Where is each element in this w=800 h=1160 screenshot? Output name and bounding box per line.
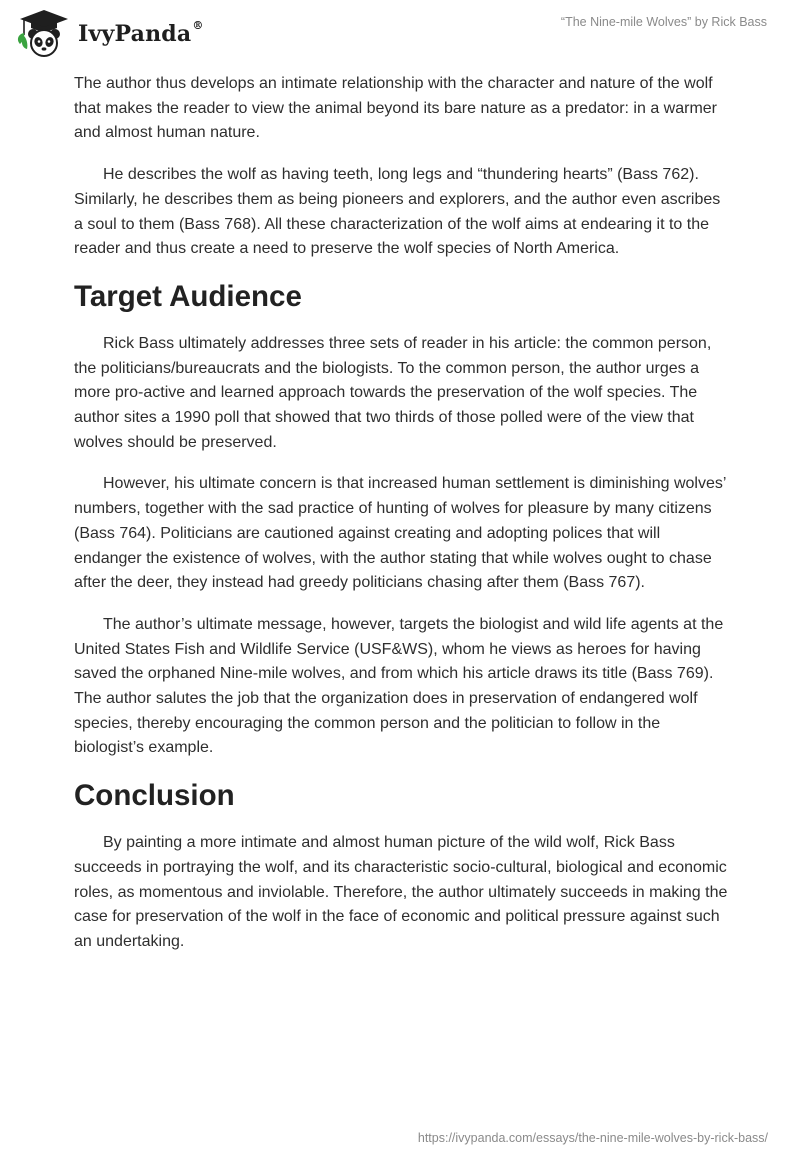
brand-name-text: IvyPanda bbox=[78, 21, 192, 47]
source-url[interactable]: https://ivypanda.com/essays/the-nine-mile-wolves-by-rick-bass/ bbox=[417, 1131, 768, 1145]
section-heading-target-audience: Target Audience bbox=[74, 279, 302, 313]
brand-name bbox=[78, 21, 204, 47]
panda-graduation-cap-icon bbox=[14, 8, 74, 60]
paragraph: However, his ultimate concern is that increased human settlement is diminishing wolves’ numbers, together with the sad practice of hunting of wolves for pleasure by many citizens (Bass 764). Politicians are cautioned against creating and adopting polices that will endanger the existence of wolves, with the author stating that while wolves ought to chase after the deer, they instead had greedy politicians chasing after them (Bass 767). bbox=[74, 475, 726, 592]
paragraph: Rick Bass ultimately addresses three sets of reader in his article: the common person, the politicians/bureaucrats and the biologists. To the common person, the author urges a more pro-active and learned approach towards the preservation of the wolf species. The author sites a 1990 poll that showed that two thirds of those polled were of the view that wolves should be preserved. bbox=[74, 334, 712, 451]
registered-mark: ® bbox=[192, 19, 204, 32]
section-heading-conclusion: Conclusion bbox=[74, 779, 235, 813]
paragraph: By painting a more intimate and almost human picture of the wild wolf, Rick Bass succeeds in portraying the wolf, and its characteristic socio-cultural, biological and economic roles, as momentous and inviolable. Therefore, the author ultimately succeeds in making the case for preservation of the wolf in the face of economic and political pressure against such an undertaking. bbox=[74, 834, 728, 950]
paragraph: He describes the wolf as having teeth, long legs and “thundering hearts” (Bass 762). Similarly, he describes them as being pioneers and explorers, and the author even ascribes a soul to them (Bass 768). All these characterization of the wolf aims at endearing it to the reader and thus create a need to preserve the wolf species of North America. bbox=[74, 166, 721, 258]
running-title: “The Nine-mile Wolves” by Rick Bass bbox=[560, 15, 767, 29]
paragraph: The author’s ultimate message, however, targets the biologist and wild life agents at the United States Fish and Wildlife Service (USF&WS), whom he views as heroes for having saved the orphaned Nine-mile wolves, and from which his article draws its title (Bass 769). The author salutes the job that the organization does in preservation of endangered wolf species, thereby encouraging the common person and the politician to follow in the biologist’s example. bbox=[74, 615, 724, 757]
page-header bbox=[0, 0, 800, 66]
ivypanda-logo[interactable] bbox=[14, 8, 204, 60]
paragraph: The author thus develops an intimate relationship with the character and nature of the wolf that makes the reader to view the animal beyond its bare nature as a predator: in a warmer and almost human nature. bbox=[74, 75, 718, 142]
essay-body bbox=[74, 72, 728, 972]
